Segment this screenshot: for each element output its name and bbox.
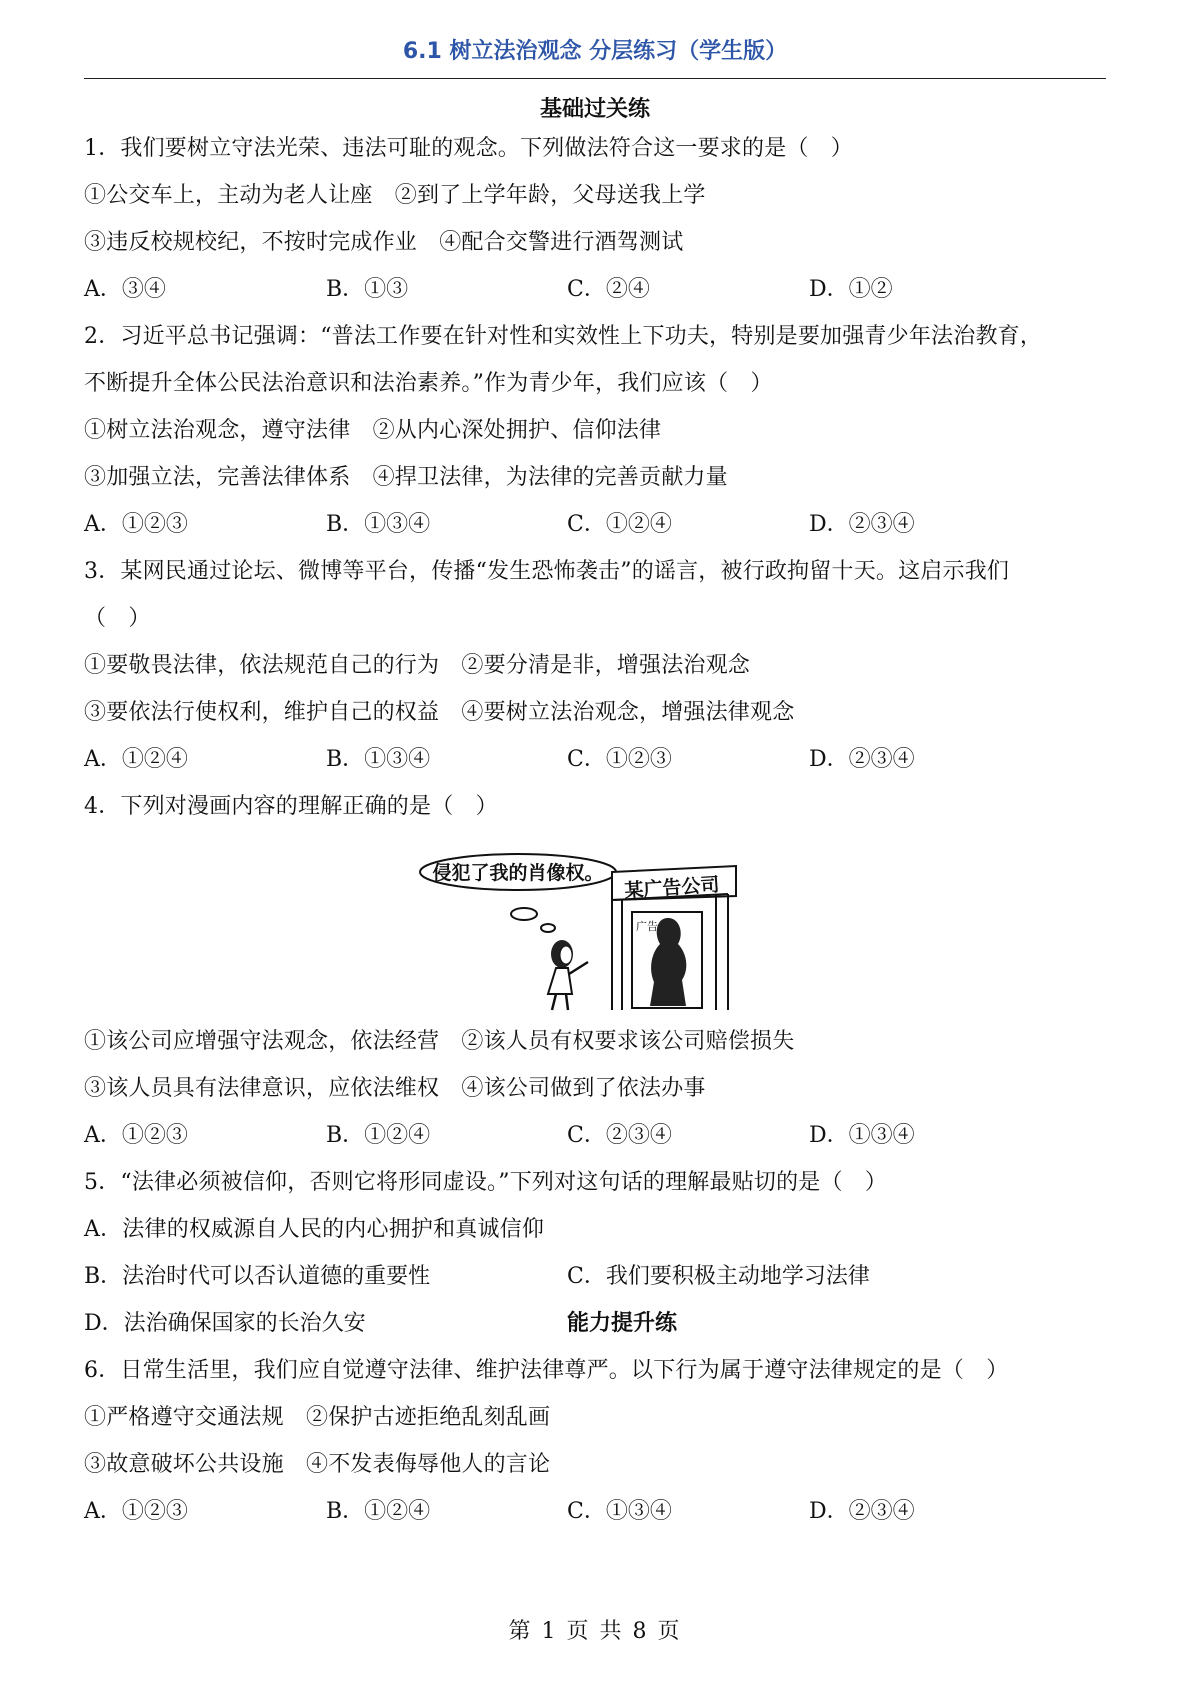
- question-2-stem-line-1: 2．习近平总书记强调：“普法工作要在针对性和实效性上下功夫，特别是要加强青少年法治教育，: [84, 324, 1043, 349]
- question-2-stem-line-2: 不断提升全体公民法治意识和法治素养。”作为青少年，我们应该（ ）: [84, 371, 773, 396]
- question-1-option-a[interactable]: A．③④: [84, 277, 166, 302]
- question-3-statement-2: ③要依法行使权利，维护自己的权益 ④要树立法治观念，增强法律观念: [84, 700, 795, 725]
- question-2-statement-1: ①树立法治观念，遵守法律 ②从内心深处拥护、信仰法律: [84, 418, 662, 443]
- cartoon-image: [416, 852, 766, 1012]
- question-1-option-b[interactable]: B．①③: [326, 277, 409, 302]
- question-1-statement-1: ①公交车上，主动为老人让座 ②到了上学年龄，父母送我上学: [84, 183, 706, 208]
- question-1-stem: 1．我们要树立守法光荣、违法可耻的观念。下列做法符合这一要求的是（ ）: [84, 136, 853, 161]
- question-6-statement-2: ③故意破坏公共设施 ④不发表侮辱他人的言论: [84, 1452, 551, 1477]
- question-1-option-d[interactable]: D．①②: [809, 277, 893, 302]
- cartoon-bubble-text: 侵犯了我的肖像权。: [432, 862, 604, 884]
- question-4-option-c[interactable]: C．②③④: [567, 1123, 672, 1148]
- question-2-statement-2: ③加强立法，完善法律体系 ④捍卫法律，为法律的完善贡献力量: [84, 465, 728, 490]
- question-4-option-d[interactable]: D．①③④: [809, 1123, 915, 1148]
- question-4-option-b[interactable]: B．①②④: [326, 1123, 431, 1148]
- question-3-option-a[interactable]: A．①②④: [84, 747, 188, 772]
- question-6-option-c[interactable]: C．①③④: [567, 1499, 672, 1524]
- section-heading-basic: 基础过关练: [539, 97, 650, 122]
- cartoon-thought-dot: [541, 924, 555, 932]
- question-5-stem: 5．“法律必须被信仰，否则它将形同虚设。”下列对这句话的理解最贴切的是（ ）: [84, 1170, 888, 1195]
- question-6-option-d[interactable]: D．②③④: [809, 1499, 915, 1524]
- question-4-statement-2: ③该人员具有法律意识，应依法维权 ④该公司做到了依法办事: [84, 1076, 706, 1101]
- question-3-statement-1: ①要敬畏法律，依法规范自己的行为 ②要分清是非，增强法治观念: [84, 653, 751, 678]
- page-footer: 第 1 页 共 8 页: [508, 1619, 682, 1644]
- question-5-option-d[interactable]: D．法治确保国家的长治久安: [84, 1311, 366, 1336]
- question-6-stem: 6．日常生活里，我们应自觉遵守法律、维护法律尊严。以下行为属于遵守法律规定的是（ ）: [84, 1358, 1009, 1383]
- question-6-option-b[interactable]: B．①②④: [326, 1499, 431, 1524]
- question-6-statement-1: ①严格遵守交通法规 ②保护古迹拒绝乱刻乱画: [84, 1405, 551, 1430]
- question-3-option-b[interactable]: B．①③④: [326, 747, 431, 772]
- question-2-option-b[interactable]: B．①③④: [326, 512, 431, 537]
- section-heading-advanced: 能力提升练: [567, 1311, 678, 1336]
- question-6-option-a[interactable]: A．①②③: [84, 1499, 188, 1524]
- question-4-statement-1: ①该公司应增强守法观念，依法经营 ②该人员有权要求该公司赔偿损失: [84, 1029, 795, 1054]
- question-3-option-c[interactable]: C．①②③: [567, 747, 672, 772]
- question-4-stem: 4．下列对漫画内容的理解正确的是（ ）: [84, 794, 498, 819]
- cartoon-person: [548, 940, 588, 1010]
- question-4-option-a[interactable]: A．①②③: [84, 1123, 188, 1148]
- cartoon-company-sign: 某广告公司: [623, 873, 721, 903]
- header-rule: [84, 78, 1106, 79]
- cartoon-thought-dot: [511, 908, 537, 920]
- question-1-statement-2: ③违反校规校纪，不按时完成作业 ④配合交警进行酒驾测试: [84, 230, 684, 255]
- question-5-option-c[interactable]: C．我们要积极主动地学习法律: [567, 1264, 870, 1289]
- question-2-option-c[interactable]: C．①②④: [567, 512, 672, 537]
- question-2-option-d[interactable]: D．②③④: [809, 512, 915, 537]
- question-2-option-a[interactable]: A．①②③: [84, 512, 188, 537]
- question-3-option-d[interactable]: D．②③④: [809, 747, 915, 772]
- question-5-option-a[interactable]: A．法律的权威源自人民的内心拥护和真诚信仰: [84, 1217, 545, 1242]
- question-3-stem-line-1: 3．某网民通过论坛、微博等平台，传播“发生恐怖袭击”的谣言，被行政拘留十天。这启示我们: [84, 559, 1010, 584]
- question-5-option-b[interactable]: B．法治时代可以否认道德的重要性: [84, 1264, 431, 1289]
- question-3-stem-line-2: （ ）: [84, 606, 151, 631]
- question-1-option-c[interactable]: C．②④: [567, 277, 650, 302]
- page-title: 6.1 树立法治观念 分层练习（学生版）: [402, 39, 788, 64]
- cartoon-poster-label: 广告: [636, 920, 658, 933]
